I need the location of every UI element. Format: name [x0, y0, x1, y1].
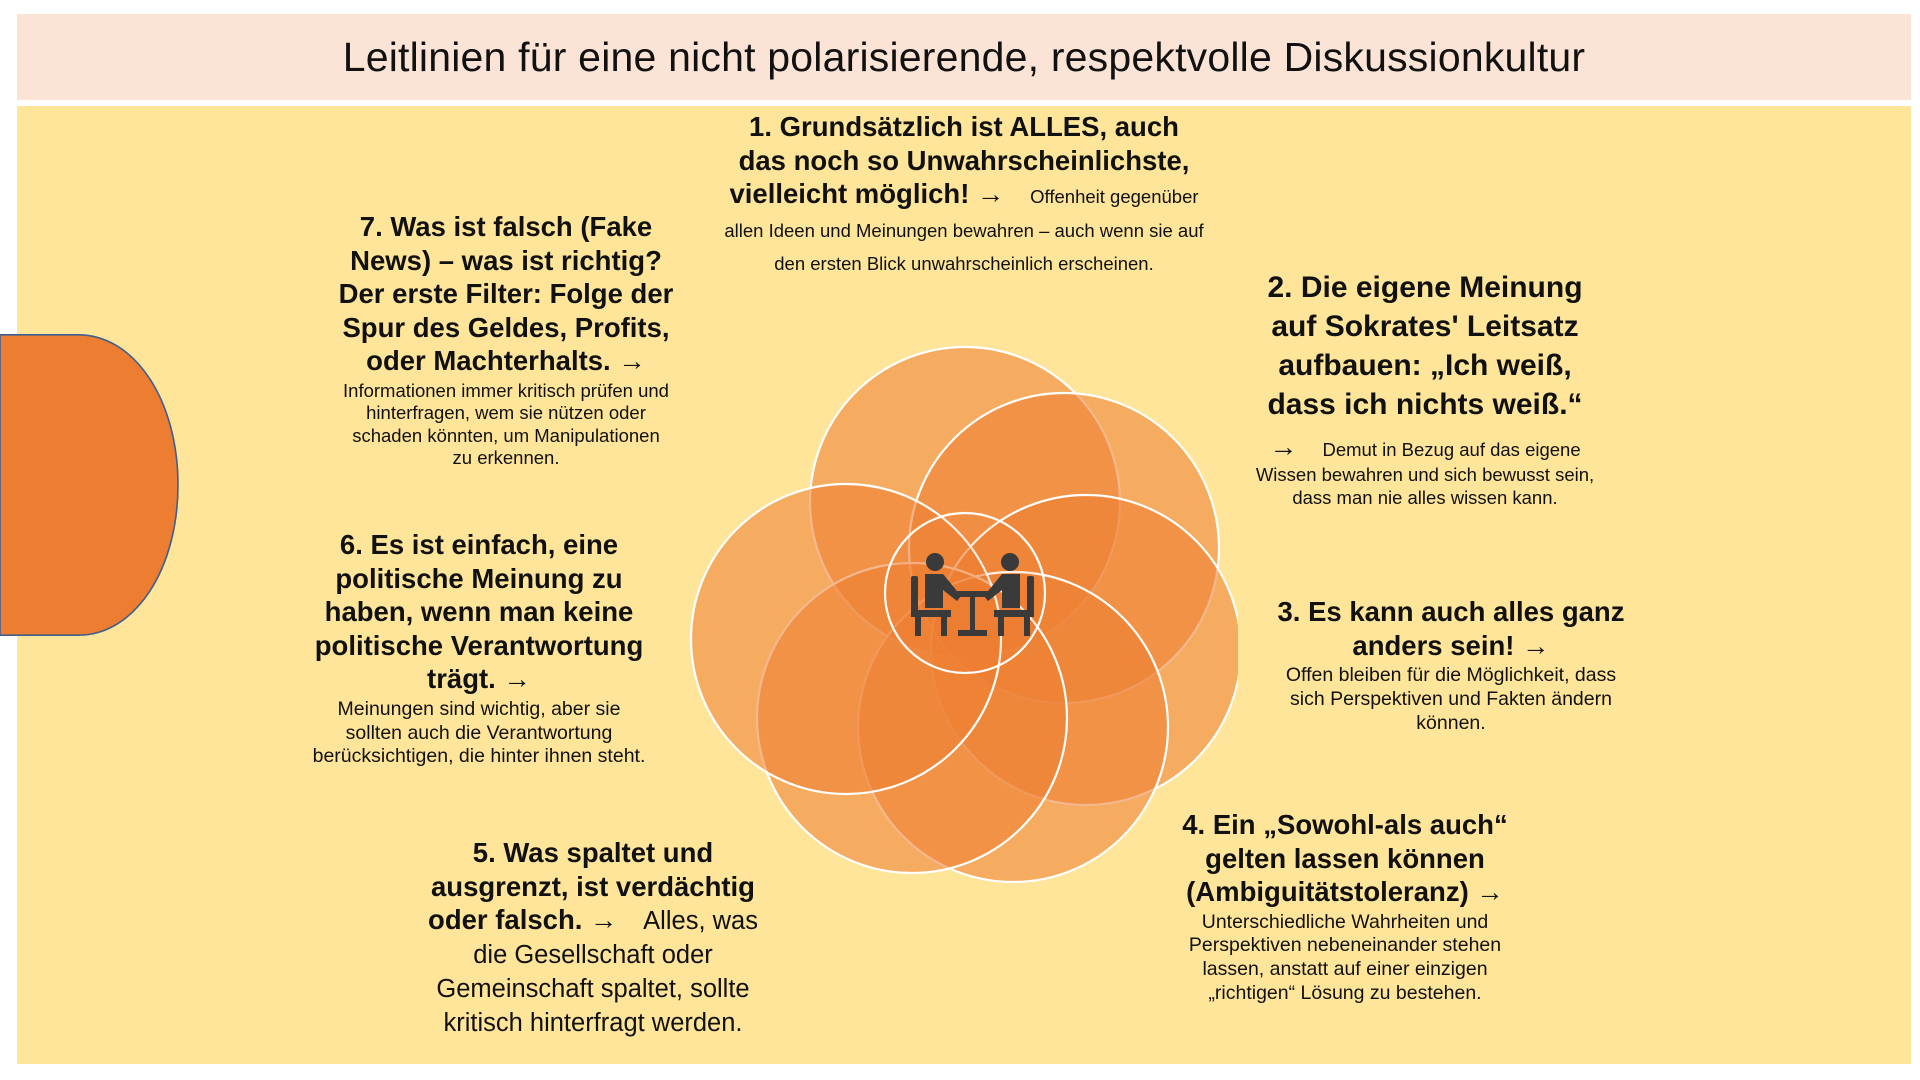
guideline-3-heading: Es kann auch alles ganz anders sein! [1308, 596, 1625, 661]
guideline-5-description: Alles, was die Gesellschaft oder Gemeinschaft spaltet, sollte kritisch hinterfragt werden. [436, 907, 758, 1038]
guideline-4-heading: Ein „Sowohl-als auch“ gelten lassen können (Ambiguitätstoleranz) [1186, 809, 1508, 908]
guideline-2-description: Demut in Bezug auf das eigene Wissen bewahren und sich bewusst sein, dass man nie alles wissen kann. [1255, 439, 1595, 508]
guideline-4 [1160, 808, 1530, 1006]
meeting-table-icon [905, 550, 1040, 640]
guideline-7 [330, 210, 682, 470]
guideline-6-number: 6. [339, 529, 363, 560]
title-bar [17, 14, 1911, 100]
guideline-6-description: Meinungen sind wichtig, aber sie sollten auch die Verantwortung berücksichtigen, die hinter ihnen steht. [312, 697, 646, 768]
arrow-right-icon: → [503, 663, 531, 695]
guideline-5-heading: Was spaltet und ausgrenzt, ist verdächtig oder falsch. [428, 837, 755, 936]
guideline-6-heading: Es ist einfach, eine politische Meinung zu haben, wenn man keine politische Verantwortung trägt. [314, 529, 644, 695]
side-tab-half-oval [0, 335, 178, 635]
arrow-right-icon: → [1476, 876, 1504, 908]
guideline-4-description: Unterschiedliche Wahrheiten und Perspektiven nebeneinander stehen lassen, anstatt auf einer einzigen „richtigen“ Lösung zu bestehen. [1188, 910, 1502, 1004]
guideline-1-number: 1. [749, 111, 772, 142]
guideline-2 [1250, 268, 1600, 509]
page-title: Leitlinien für eine nicht polarisierende, respektvolle Diskussionkultur [342, 33, 1586, 80]
arrow-right-icon: → [1269, 431, 1298, 462]
guideline-4-number: 4. [1182, 809, 1206, 840]
guideline-2-heading: Die eigene Meinung auf Sokrates' Leitsatz aufbauen: „Ich weiß, dass ich nichts weiß.“ [1267, 271, 1583, 421]
guideline-2-number: 2. [1267, 271, 1293, 304]
arrow-right-icon: → [618, 345, 646, 377]
arrow-right-icon: → [1522, 629, 1550, 661]
guideline-7-number: 7. [359, 211, 383, 242]
guideline-7-heading: Was ist falsch (Fake News) – was ist richtig? Der erste Filter: Folge der Spur des Geldes, Profits, oder Machterhalts. [338, 211, 674, 377]
guideline-1-description: Offenheit gegenüber allen Ideen und Meinungen bewahren – auch wenn sie auf den ersten Blick unwahrscheinlich erscheinen. [724, 186, 1204, 275]
arrow-right-icon: → [977, 178, 1005, 210]
guideline-1-heading: Grundsätzlich ist ALLES, auch das noch so Unwahrscheinlichste, vielleicht möglich! [729, 111, 1190, 210]
guideline-5 [408, 836, 778, 1040]
guideline-7-description: Informationen immer kritisch prüfen und hinterfragen, wem sie nützen oder schaden könnten, um Manipulationen zu erkennen. [343, 379, 669, 469]
guideline-3-number: 3. [1277, 596, 1301, 627]
arrow-right-icon: → [590, 904, 618, 936]
guideline-3 [1276, 595, 1626, 735]
guideline-3-description: Offen bleiben für die Möglichkeit, dass sich Perspektiven und Fakten ändern können. [1285, 664, 1617, 734]
guideline-1 [724, 110, 1204, 278]
guideline-6 [312, 528, 646, 769]
guideline-5-number: 5. [472, 837, 496, 868]
side-tab-shape [0, 334, 179, 636]
